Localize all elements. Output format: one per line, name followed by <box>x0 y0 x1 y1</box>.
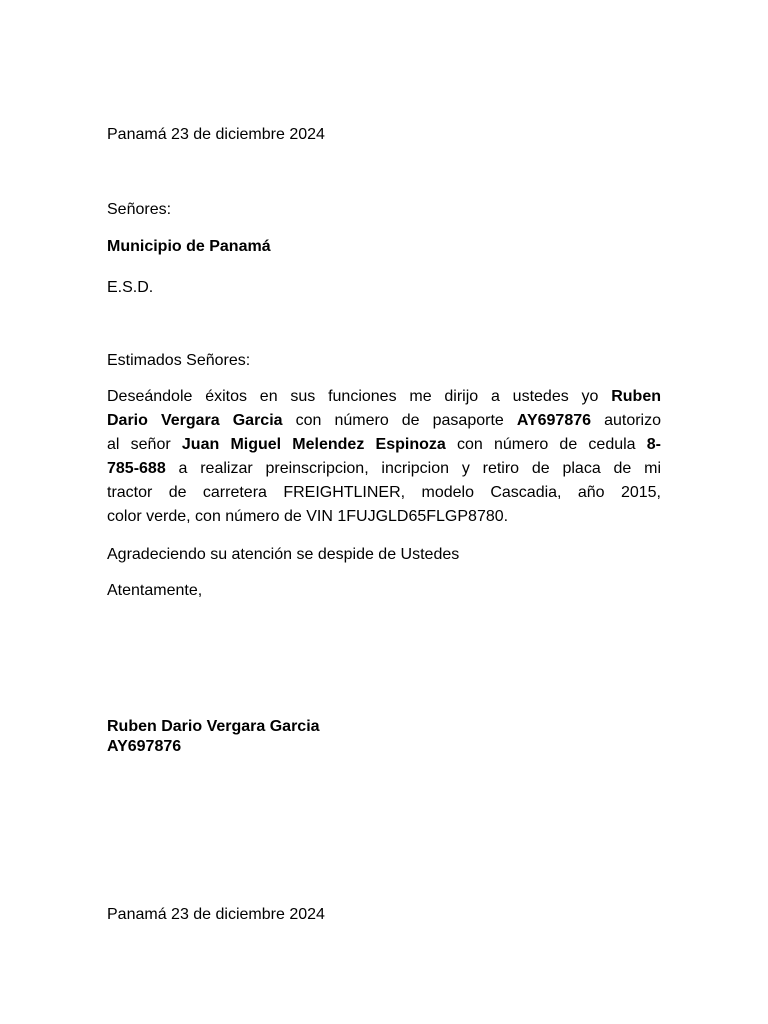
signer-passport: AY697876 <box>107 738 182 755</box>
body-text: autorizo <box>591 412 661 429</box>
body-text: Deseándole éxitos en sus funciones me dirijo a ustedes yo <box>107 388 612 405</box>
body-text: con número de cedula <box>445 436 647 453</box>
body-line-5: tractor de carretera FREIGHTLINER, modelo Cascadia, año 2015, <box>107 484 661 501</box>
closing-line: Agradeciendo su atención se despide de Ustedes <box>107 546 460 563</box>
body-line-6: color verde, con número de VIN 1FUJGLD65FLGP8780. <box>107 508 509 525</box>
greeting: Estimados Señores: <box>107 352 251 369</box>
author-first-name: Ruben <box>611 388 661 405</box>
body-line-3 <box>107 433 661 457</box>
cedula-number-part: 785-688 <box>107 460 166 477</box>
signer-name: Ruben Dario Vergara Garcia <box>107 718 320 735</box>
body-line-4 <box>107 457 661 481</box>
body-text: al señor <box>107 436 182 453</box>
author-surname: Dario Vergara Garcia <box>107 412 283 429</box>
letter-date: Panamá 23 de diciembre 2024 <box>107 126 325 143</box>
authorized-person-name: Juan Miguel Melendez Espinoza <box>181 436 446 453</box>
letter-body <box>107 385 661 529</box>
letter-date-repeat: Panamá 23 de diciembre 2024 <box>107 906 325 923</box>
signature-block <box>107 717 320 757</box>
passport-number: AY697876 <box>516 412 592 429</box>
sign-off: Atentamente, <box>107 582 203 599</box>
body-line-2 <box>107 409 661 433</box>
body-text: a realizar preinscripcion, incripcion y retiro de placa de mi <box>165 460 661 477</box>
recipient-name: Municipio de Panamá <box>107 238 271 255</box>
body-text: con número de pasaporte <box>282 412 517 429</box>
cedula-number-part: 8- <box>646 436 662 453</box>
body-line-1 <box>107 385 661 409</box>
esd-abbreviation: E.S.D. <box>107 279 154 296</box>
salutation-to: Señores: <box>107 201 172 218</box>
